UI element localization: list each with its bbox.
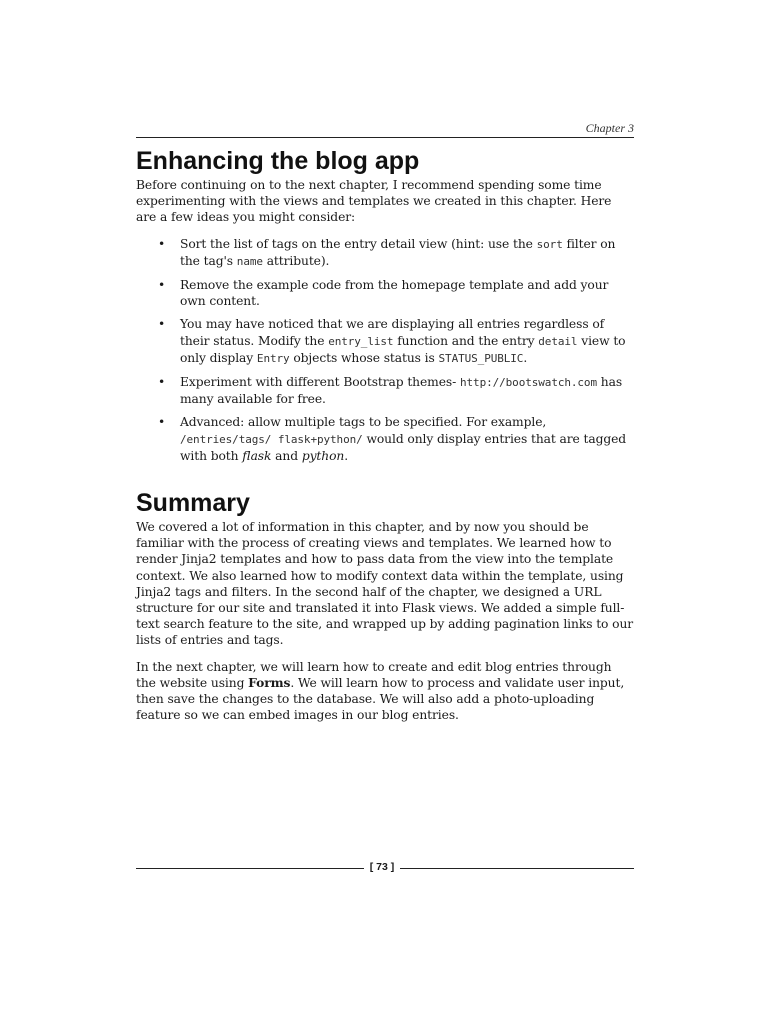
code-entry: Entry — [256, 351, 290, 365]
page-footer — [136, 860, 634, 878]
code-sort: sort — [536, 237, 563, 251]
code-entries-tags-path: /entries/tags/ flask+python/ — [180, 432, 363, 446]
list-item: • Advanced: allow multiple tags to be specified. For example, /entries/tags/ flask+python/ would only display entries that are tagged with both flask and python. — [158, 415, 627, 463]
footer-rule-left — [136, 868, 364, 869]
book-page — [136, 0, 634, 1024]
bullet-icon: • — [158, 278, 166, 293]
code-status-public: STATUS_PUBLIC — [438, 351, 524, 365]
list-item: • Sort the list of tags on the entry detail view (hint: use the sort filter on the tag's name attribute). — [158, 236, 616, 268]
code-detail: detail — [538, 334, 578, 348]
list-item: • Remove the example code from the homepage template and add your own content. — [158, 278, 609, 309]
bullet-icon: • — [158, 415, 166, 430]
section-heading-enhancing: Enhancing the blog app — [136, 147, 420, 175]
list-item: • Experiment with different Bootstrap themes- http://bootswatch.com has many available for free. — [158, 375, 623, 407]
summary-paragraph-1: We covered a lot of information in this chapter, and by now you should be familiar with the process of creating views and templates. We learned how to render Jinja2 templates and how to pass data from the view into the template context. We also learned how to modify context data within the template, using Jinja2 tags and filters. In the second half of the chapter, we designed a URL structure for our site and translated it into Flask views. We added a simple full-text search feature to the site, and wrapped up by adding pagination links to our lists of entries and tags. — [136, 520, 634, 648]
page-content — [136, 146, 634, 723]
bullet-icon: • — [158, 375, 166, 390]
intro-paragraph: Before continuing on to the next chapter, I recommend spending some time experimenting with the views and templates we created in this chapter. Here are a few ideas you might consider: — [136, 178, 612, 225]
page-number: [ 73 ] — [369, 861, 395, 873]
section-heading-summary: Summary — [136, 489, 250, 518]
bullet-icon: • — [158, 317, 166, 332]
bold-forms: Forms — [248, 674, 291, 690]
running-head: Chapter 3 — [585, 121, 634, 135]
code-entry-list: entry_list — [328, 334, 394, 348]
ideas-list — [136, 236, 634, 464]
code-name: name — [236, 254, 263, 268]
emphasis-flask: flask — [242, 448, 272, 463]
bullet-icon: • — [158, 236, 166, 251]
code-bootswatch-url: http://bootswatch.com — [460, 376, 597, 390]
list-item: • You may have noticed that we are displaying all entries regardless of their status. Modify the entry_list function and the entry detail view to only display Entry objects whose status is STATUS_PUBLIC. — [158, 317, 626, 365]
header-rule — [136, 137, 634, 138]
footer-rule-right — [400, 868, 634, 869]
summary-paragraph-2: In the next chapter, we will learn how to create and edit blog entries through the website using Forms. We will learn how to process and validate user input, then save the changes to the database. We will also add a photo-uploading feature so we can embed images in our blog entries. — [136, 659, 625, 723]
emphasis-python: python — [301, 448, 345, 463]
